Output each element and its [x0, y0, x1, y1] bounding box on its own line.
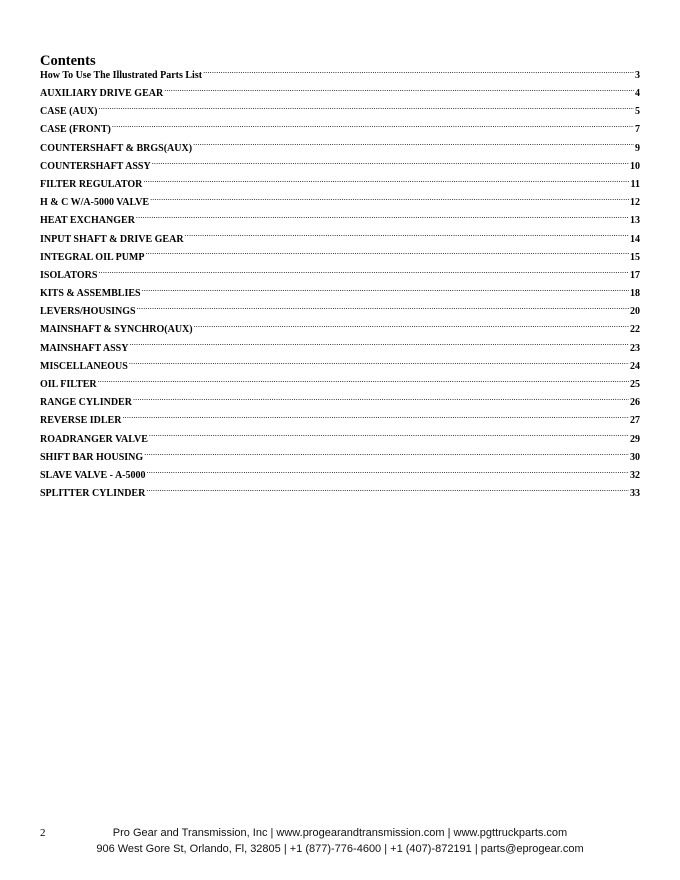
toc-entry-title: ROADRANGER VALVE: [40, 433, 148, 445]
toc-entry[interactable]: [40, 431, 640, 449]
toc-leader-dots: [143, 177, 629, 187]
toc-entry[interactable]: [40, 340, 640, 358]
toc-leader-dots: [144, 450, 629, 460]
toc-entry-title: COUNTERSHAFT ASSY: [40, 160, 151, 172]
toc-entry[interactable]: [40, 376, 640, 394]
toc-entry[interactable]: [40, 85, 640, 103]
toc-entry[interactable]: [40, 449, 640, 467]
footer-company-line: Pro Gear and Transmission, Inc | www.progearandtransmission.com | www.pgttruckparts.com: [112, 827, 568, 839]
toc-entry-title: INTEGRAL OIL PUMP: [40, 251, 145, 263]
toc-entry-title: KITS & ASSEMBLIES: [40, 288, 141, 300]
toc-entry-page: 22: [630, 324, 640, 336]
toc-entry-page: 9: [635, 142, 640, 154]
toc-leader-dots: [112, 122, 634, 132]
toc-heading: Contents: [40, 53, 96, 69]
toc-leader-dots: [129, 359, 629, 369]
toc-entry-page: 18: [630, 288, 640, 300]
toc-leader-dots: [193, 141, 634, 151]
toc-entry[interactable]: [40, 121, 640, 139]
toc-entry[interactable]: [40, 321, 640, 339]
toc-entry-page: 26: [630, 397, 640, 409]
footer-address-line: 906 West Gore St, Orlando, Fl, 32805 | +1 (877)-776-4600 | +1 (407)-872191 | parts@eprogear.com: [96, 843, 584, 855]
toc-leader-dots: [147, 468, 629, 478]
toc-entry-title: How To Use The Illustrated Parts List: [40, 70, 203, 81]
toc-leader-dots: [146, 486, 629, 496]
page-number: 2: [40, 827, 46, 839]
toc-entry-page: 5: [635, 106, 640, 118]
toc-entry[interactable]: [40, 267, 640, 285]
toc-entry-page: 20: [630, 306, 640, 318]
toc-entry-title: REVERSE IDLER: [40, 415, 122, 427]
toc-entry-page: 33: [630, 488, 640, 500]
toc-entry[interactable]: [40, 158, 640, 176]
toc-entry-page: 7: [635, 124, 640, 136]
toc-entry-page: 32: [630, 469, 640, 481]
toc-entry-title: COUNTERSHAFT & BRGS(AUX): [40, 142, 193, 154]
toc-entry-page: 11: [630, 178, 640, 190]
toc-entry-title: H & C W/A-5000 VALVE: [40, 197, 150, 209]
toc-entry-title: LEVERS/HOUSINGS: [40, 306, 136, 318]
toc-entry[interactable]: [40, 285, 640, 303]
toc-entry[interactable]: [40, 212, 640, 230]
toc-entry-title: ISOLATORS: [40, 269, 98, 281]
toc-entry-title: MISCELLANEOUS: [40, 360, 128, 372]
toc-entry-title: SLAVE VALVE - A-5000: [40, 469, 146, 481]
toc-entry-title: AUXILIARY DRIVE GEAR: [40, 88, 164, 99]
toc-leader-dots: [164, 86, 634, 96]
toc-leader-dots: [99, 104, 635, 114]
toc-entry-page: 15: [630, 251, 640, 263]
toc-leader-dots: [145, 250, 629, 260]
toc-leader-dots: [142, 286, 629, 296]
toc-leader-dots: [98, 268, 629, 278]
toc-entry[interactable]: [40, 467, 640, 485]
toc-leader-dots: [150, 195, 629, 205]
toc-entry-title: CASE (FRONT): [40, 124, 111, 136]
toc-entry[interactable]: [40, 103, 640, 121]
toc-leader-dots: [152, 159, 629, 169]
toc-leader-dots: [129, 341, 629, 351]
toc-leader-dots: [203, 68, 634, 78]
toc-leader-dots: [194, 322, 629, 332]
toc-entry[interactable]: [40, 67, 640, 85]
toc-entry-page: 30: [630, 451, 640, 463]
toc-entry-page: 10: [630, 160, 640, 172]
toc-entry-page: 12: [630, 197, 640, 209]
toc-entry-page: 14: [630, 233, 640, 245]
toc-entry-title: MAINSHAFT & SYNCHRO(AUX): [40, 324, 193, 336]
toc-entry[interactable]: [40, 485, 640, 503]
toc-entry[interactable]: [40, 303, 640, 321]
toc-leader-dots: [122, 413, 629, 423]
toc-entry[interactable]: [40, 394, 640, 412]
toc-entry-page: 27: [630, 415, 640, 427]
toc-entry[interactable]: [40, 176, 640, 194]
page-footer: [60, 825, 620, 857]
toc-entry-title: MAINSHAFT ASSY: [40, 342, 129, 354]
toc-entry[interactable]: [40, 231, 640, 249]
toc-entry-title: OIL FILTER: [40, 379, 97, 390]
toc-entry[interactable]: [40, 249, 640, 267]
toc-list: [40, 67, 640, 503]
toc-entry-title: FILTER REGULATOR: [40, 178, 143, 190]
toc-entry[interactable]: [40, 412, 640, 430]
toc-entry[interactable]: [40, 194, 640, 212]
toc-entry[interactable]: [40, 358, 640, 376]
toc-leader-dots: [136, 213, 629, 223]
toc-entry-page: 25: [630, 379, 640, 390]
toc-entry-page: 17: [630, 269, 640, 281]
toc-entry-title: RANGE CYLINDER: [40, 397, 132, 409]
toc-entry-page: 29: [630, 433, 640, 445]
toc-leader-dots: [98, 377, 629, 387]
toc-entry-title: SHIFT BAR HOUSING: [40, 451, 144, 463]
toc-leader-dots: [185, 232, 629, 242]
toc-entry-page: 24: [630, 360, 640, 372]
toc-entry-title: HEAT EXCHANGER: [40, 215, 135, 227]
toc-entry-title: CASE (AUX): [40, 106, 98, 118]
toc-entry-page: 3: [635, 70, 640, 81]
toc-leader-dots: [137, 304, 629, 314]
toc-entry-title: INPUT SHAFT & DRIVE GEAR: [40, 233, 184, 245]
toc-entry-page: 4: [635, 88, 640, 99]
toc-entry[interactable]: [40, 140, 640, 158]
toc-entry-title: SPLITTER CYLINDER: [40, 488, 146, 500]
toc-leader-dots: [133, 395, 629, 405]
toc-entry-page: 23: [630, 342, 640, 354]
toc-leader-dots: [149, 432, 629, 442]
toc-entry-page: 13: [630, 215, 640, 227]
